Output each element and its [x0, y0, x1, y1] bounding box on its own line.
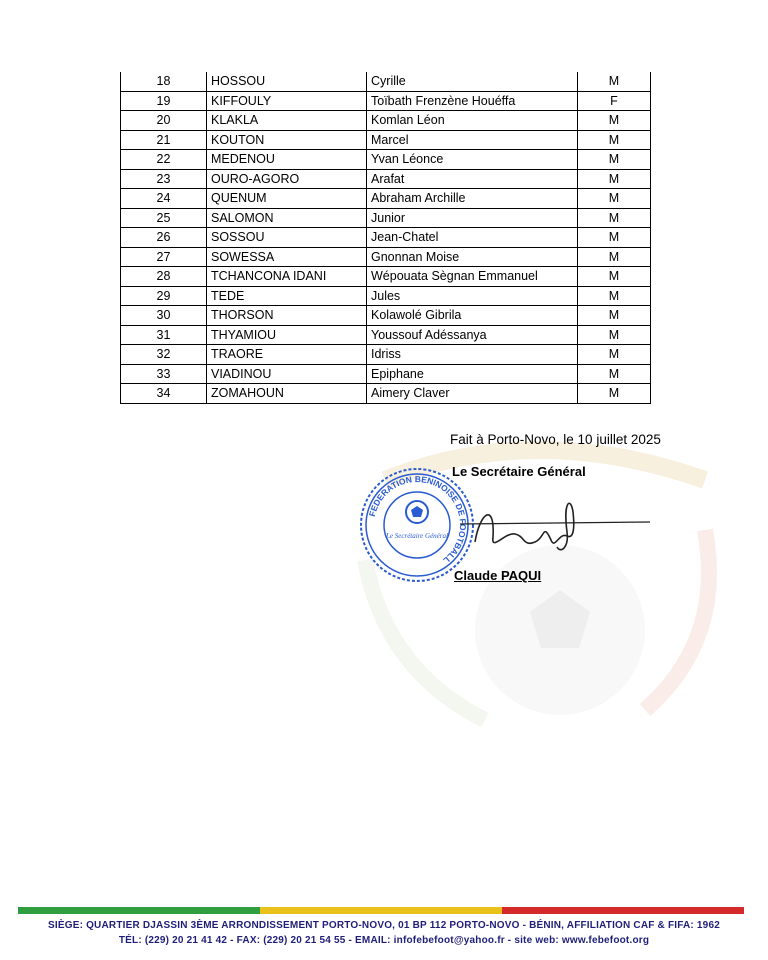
first-name-cell: Kolawolé Gibrila	[367, 306, 578, 326]
row-number-cell: 28	[121, 267, 207, 287]
last-name-cell: MEDENOU	[207, 150, 367, 170]
table-row	[121, 150, 651, 170]
table-row	[121, 306, 651, 326]
row-number-cell: 29	[121, 286, 207, 306]
first-name-cell: Idriss	[367, 345, 578, 365]
first-name-cell: Cyrille	[367, 72, 578, 91]
last-name-cell: THYAMIOU	[207, 325, 367, 345]
table-row	[121, 169, 651, 189]
sex-cell: M	[578, 384, 651, 404]
table-row	[121, 228, 651, 248]
table-row	[121, 286, 651, 306]
first-name-cell: Aimery Claver	[367, 384, 578, 404]
row-number-cell: 18	[121, 72, 207, 91]
first-name-cell: Yvan Léonce	[367, 150, 578, 170]
table-row	[121, 267, 651, 287]
row-number-cell: 31	[121, 325, 207, 345]
sex-cell: M	[578, 72, 651, 91]
last-name-cell: SOWESSA	[207, 247, 367, 267]
sex-cell: M	[578, 345, 651, 365]
table-row	[121, 247, 651, 267]
row-number-cell: 33	[121, 364, 207, 384]
last-name-cell: TRAORE	[207, 345, 367, 365]
table-row	[121, 91, 651, 111]
footer-bar-green	[18, 907, 260, 914]
table-row	[121, 208, 651, 228]
row-number-cell: 23	[121, 169, 207, 189]
signer-title: Le Secrétaire Général	[452, 464, 586, 479]
sex-cell: M	[578, 228, 651, 248]
table-row	[121, 345, 651, 365]
row-number-cell: 19	[121, 91, 207, 111]
sex-cell: M	[578, 364, 651, 384]
first-name-cell: Wépouata Sègnan Emmanuel	[367, 267, 578, 287]
row-number-cell: 30	[121, 306, 207, 326]
table-row	[121, 130, 651, 150]
sex-cell: M	[578, 247, 651, 267]
last-name-cell: KIFFOULY	[207, 91, 367, 111]
first-name-cell: Junior	[367, 208, 578, 228]
last-name-cell: TCHANCONA IDANI	[207, 267, 367, 287]
footer-contact: TÉL: (229) 20 21 41 42 - FAX: (229) 20 21 54 55 - EMAIL: infofebefoot@yahoo.fr - site web: www.febefoot.org	[118, 935, 650, 946]
table-row	[121, 384, 651, 404]
row-number-cell: 20	[121, 111, 207, 131]
sex-cell: M	[578, 325, 651, 345]
place-date: Fait à Porto-Novo, le 10 juillet 2025	[450, 432, 661, 447]
table-row	[121, 364, 651, 384]
first-name-cell: Jean-Chatel	[367, 228, 578, 248]
footer-address: SIÈGE: QUARTIER DJASSIN 3ÈME ARRONDISSEMENT PORTO-NOVO, 01 BP 112 PORTO-NOVO - BÉNIN, AFFILIATION CAF & FIFA: 1962	[48, 920, 720, 931]
last-name-cell: OURO-AGORO	[207, 169, 367, 189]
row-number-cell: 25	[121, 208, 207, 228]
first-name-cell: Abraham Archille	[367, 189, 578, 209]
last-name-cell: KLAKLA	[207, 111, 367, 131]
first-name-cell: Jules	[367, 286, 578, 306]
row-number-cell: 26	[121, 228, 207, 248]
player-table	[120, 72, 651, 404]
table-row	[121, 325, 651, 345]
sex-cell: M	[578, 169, 651, 189]
footer-bar-yellow	[260, 907, 502, 914]
table-row	[121, 111, 651, 131]
row-number-cell: 22	[121, 150, 207, 170]
last-name-cell: QUENUM	[207, 189, 367, 209]
row-number-cell: 34	[121, 384, 207, 404]
svg-text:FEDERATION BENINOISE DE FOOTBA: FEDERATION BENINOISE DE FOOTBALL	[366, 473, 469, 566]
footer-bar-red	[502, 907, 744, 914]
handwritten-signature	[455, 492, 655, 562]
table-row	[121, 72, 651, 91]
row-number-cell: 27	[121, 247, 207, 267]
first-name-cell: Komlan Léon	[367, 111, 578, 131]
last-name-cell: VIADINOU	[207, 364, 367, 384]
first-name-cell: Arafat	[367, 169, 578, 189]
last-name-cell: KOUTON	[207, 130, 367, 150]
first-name-cell: Youssouf Adéssanya	[367, 325, 578, 345]
sex-cell: F	[578, 91, 651, 111]
last-name-cell: SOSSOU	[207, 228, 367, 248]
row-number-cell: 24	[121, 189, 207, 209]
sex-cell: M	[578, 150, 651, 170]
last-name-cell: TEDE	[207, 286, 367, 306]
first-name-cell: Epiphane	[367, 364, 578, 384]
sex-cell: M	[578, 189, 651, 209]
sex-cell: M	[578, 208, 651, 228]
last-name-cell: SALOMON	[207, 208, 367, 228]
last-name-cell: HOSSOU	[207, 72, 367, 91]
sex-cell: M	[578, 111, 651, 131]
first-name-cell: Toïbath Frenzène Houéffa	[367, 91, 578, 111]
footer-color-bar	[18, 907, 744, 914]
first-name-cell: Marcel	[367, 130, 578, 150]
sex-cell: M	[578, 286, 651, 306]
signer-name: Claude PAQUI	[454, 568, 542, 583]
sex-cell: M	[578, 306, 651, 326]
row-number-cell: 21	[121, 130, 207, 150]
svg-text:Le Secrétaire Général: Le Secrétaire Général	[386, 532, 448, 540]
first-name-cell: Gnonnan Moise	[367, 247, 578, 267]
last-name-cell: THORSON	[207, 306, 367, 326]
table-row	[121, 189, 651, 209]
sex-cell: M	[578, 267, 651, 287]
row-number-cell: 32	[121, 345, 207, 365]
sex-cell: M	[578, 130, 651, 150]
last-name-cell: ZOMAHOUN	[207, 384, 367, 404]
